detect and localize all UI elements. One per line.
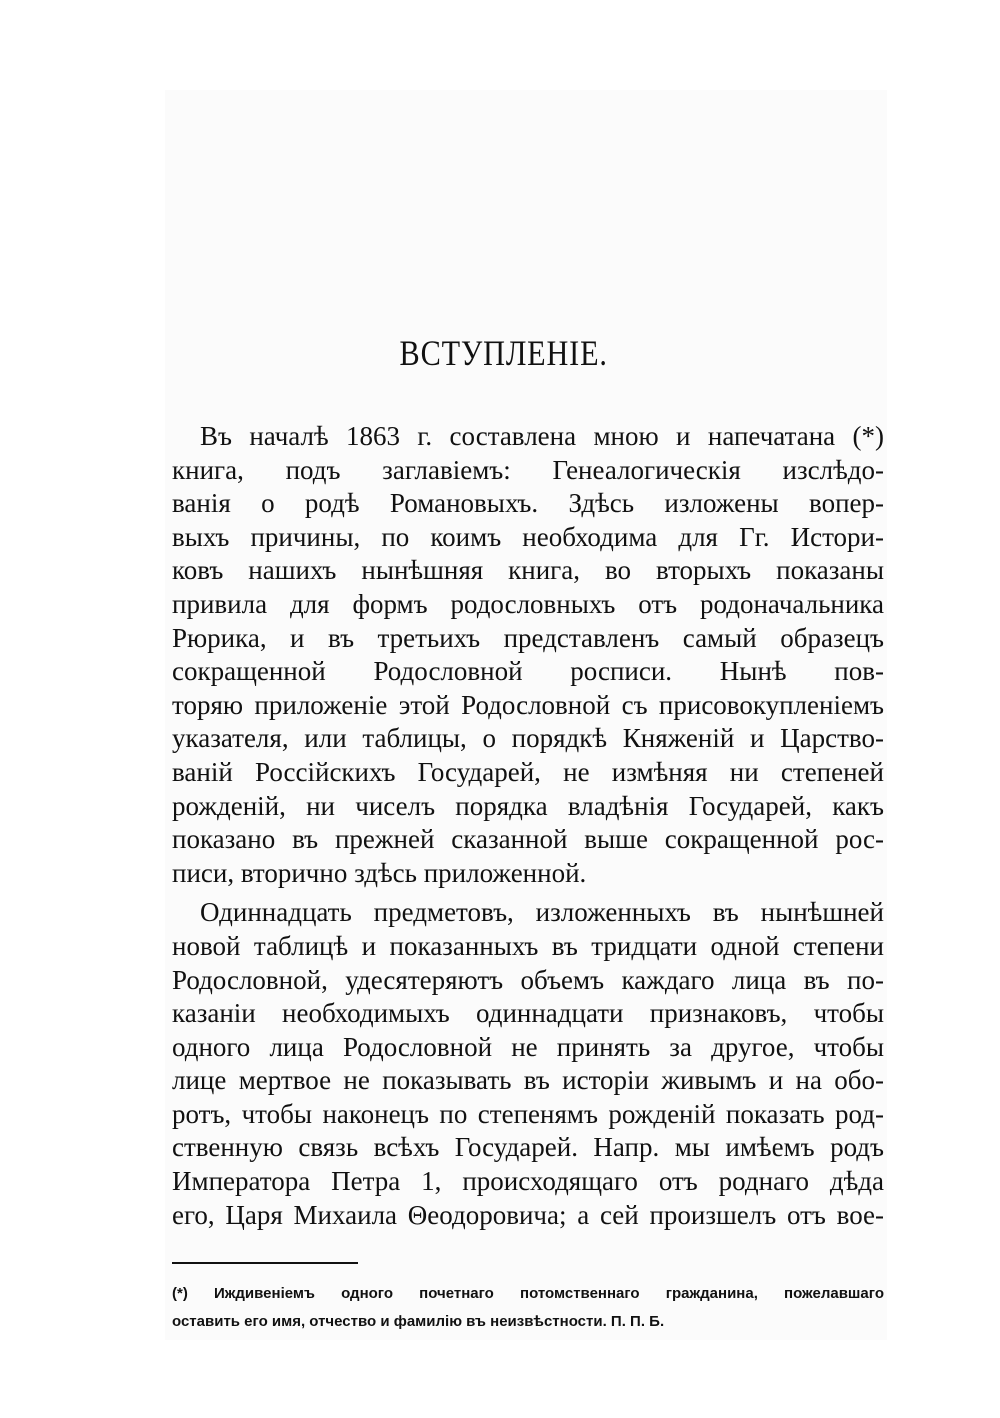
footnote-line: (*) Иждивеніемъ одного почетнаго потомственнаго гражданина, пожелавшаго	[172, 1285, 884, 1302]
text-line: выхъ причины, по коимъ необходима для Гг. Истори-	[172, 521, 884, 552]
footnote-divider	[172, 1262, 358, 1264]
text-line: сокращенной Родословной росписи. Нынѣ пов-	[172, 656, 884, 687]
paragraph-1	[172, 420, 884, 890]
text-line: Родословной, удесятеряютъ объемъ каждаго лица въ по-	[172, 964, 884, 995]
text-line: Одиннадцать предметовъ, изложенныхъ въ нынѣшней	[200, 897, 884, 928]
text-line: торяю приложеніе этой Родословной съ присовокупленіемъ	[172, 689, 884, 720]
page-title: ВСТУПЛЕНІЕ.	[399, 333, 608, 373]
footnote	[172, 1280, 884, 1336]
text-line: лице мертвое не показывать въ исторіи живымъ и на обо-	[172, 1065, 884, 1096]
text-line: книга, подъ заглавіемъ: Генеалогическія изслѣдо-	[172, 454, 884, 485]
text-line: его, Царя Михаила Θеодоровича; а сей произшелъ отъ вое-	[172, 1199, 884, 1230]
text-line: ванія о родѣ Романовыхъ. Здѣсь изложены вопер-	[172, 488, 884, 519]
paragraph-2	[172, 896, 884, 1232]
text-line: показано въ прежней сказанной выше сокращенной рос-	[172, 824, 884, 855]
text-line: ротъ, чтобы наконецъ по степенямъ рожденій показать род-	[172, 1098, 884, 1129]
text-line: привила для формъ родословныхъ отъ родоначальника	[172, 588, 884, 619]
text-line: одного лица Родословной не принять за другое, чтобы	[172, 1031, 884, 1062]
text-line: новой таблицѣ и показанныхъ въ тридцати одной степени	[172, 930, 884, 961]
text-line: ковъ нашихъ нынѣшняя книга, во вторыхъ показаны	[172, 555, 884, 586]
body-text	[172, 420, 884, 1232]
text-line: указателя, или таблицы, о порядкѣ Княженій и Царство-	[172, 723, 884, 754]
text-line: ваній Россійскихъ Государей, не измѣняя ни степеней	[172, 756, 884, 787]
text-line: писи, вторично здѣсь приложенной.	[172, 857, 587, 888]
text-line: казаніи необходимыхъ одиннадцати признаковъ, чтобы	[172, 998, 884, 1029]
text-line: Въ началѣ 1863 г. составлена мною и напечатана (*)	[200, 421, 884, 451]
footnote-line: оставить его имя, отчество и фамилію въ неизвѣстности. П. П. Б.	[172, 1313, 665, 1330]
text-line: Рюрика, и въ третьихъ представленъ самый образецъ	[172, 622, 884, 653]
text-line: ственную связь всѣхъ Государей. Напр. мы имѣемъ родъ	[172, 1132, 884, 1163]
text-line: рожденій, ни чиселъ порядка владѣнія Государей, какъ	[172, 790, 884, 821]
text-line: Императора Петра 1, происходящаго отъ роднаго дѣда	[172, 1166, 884, 1197]
